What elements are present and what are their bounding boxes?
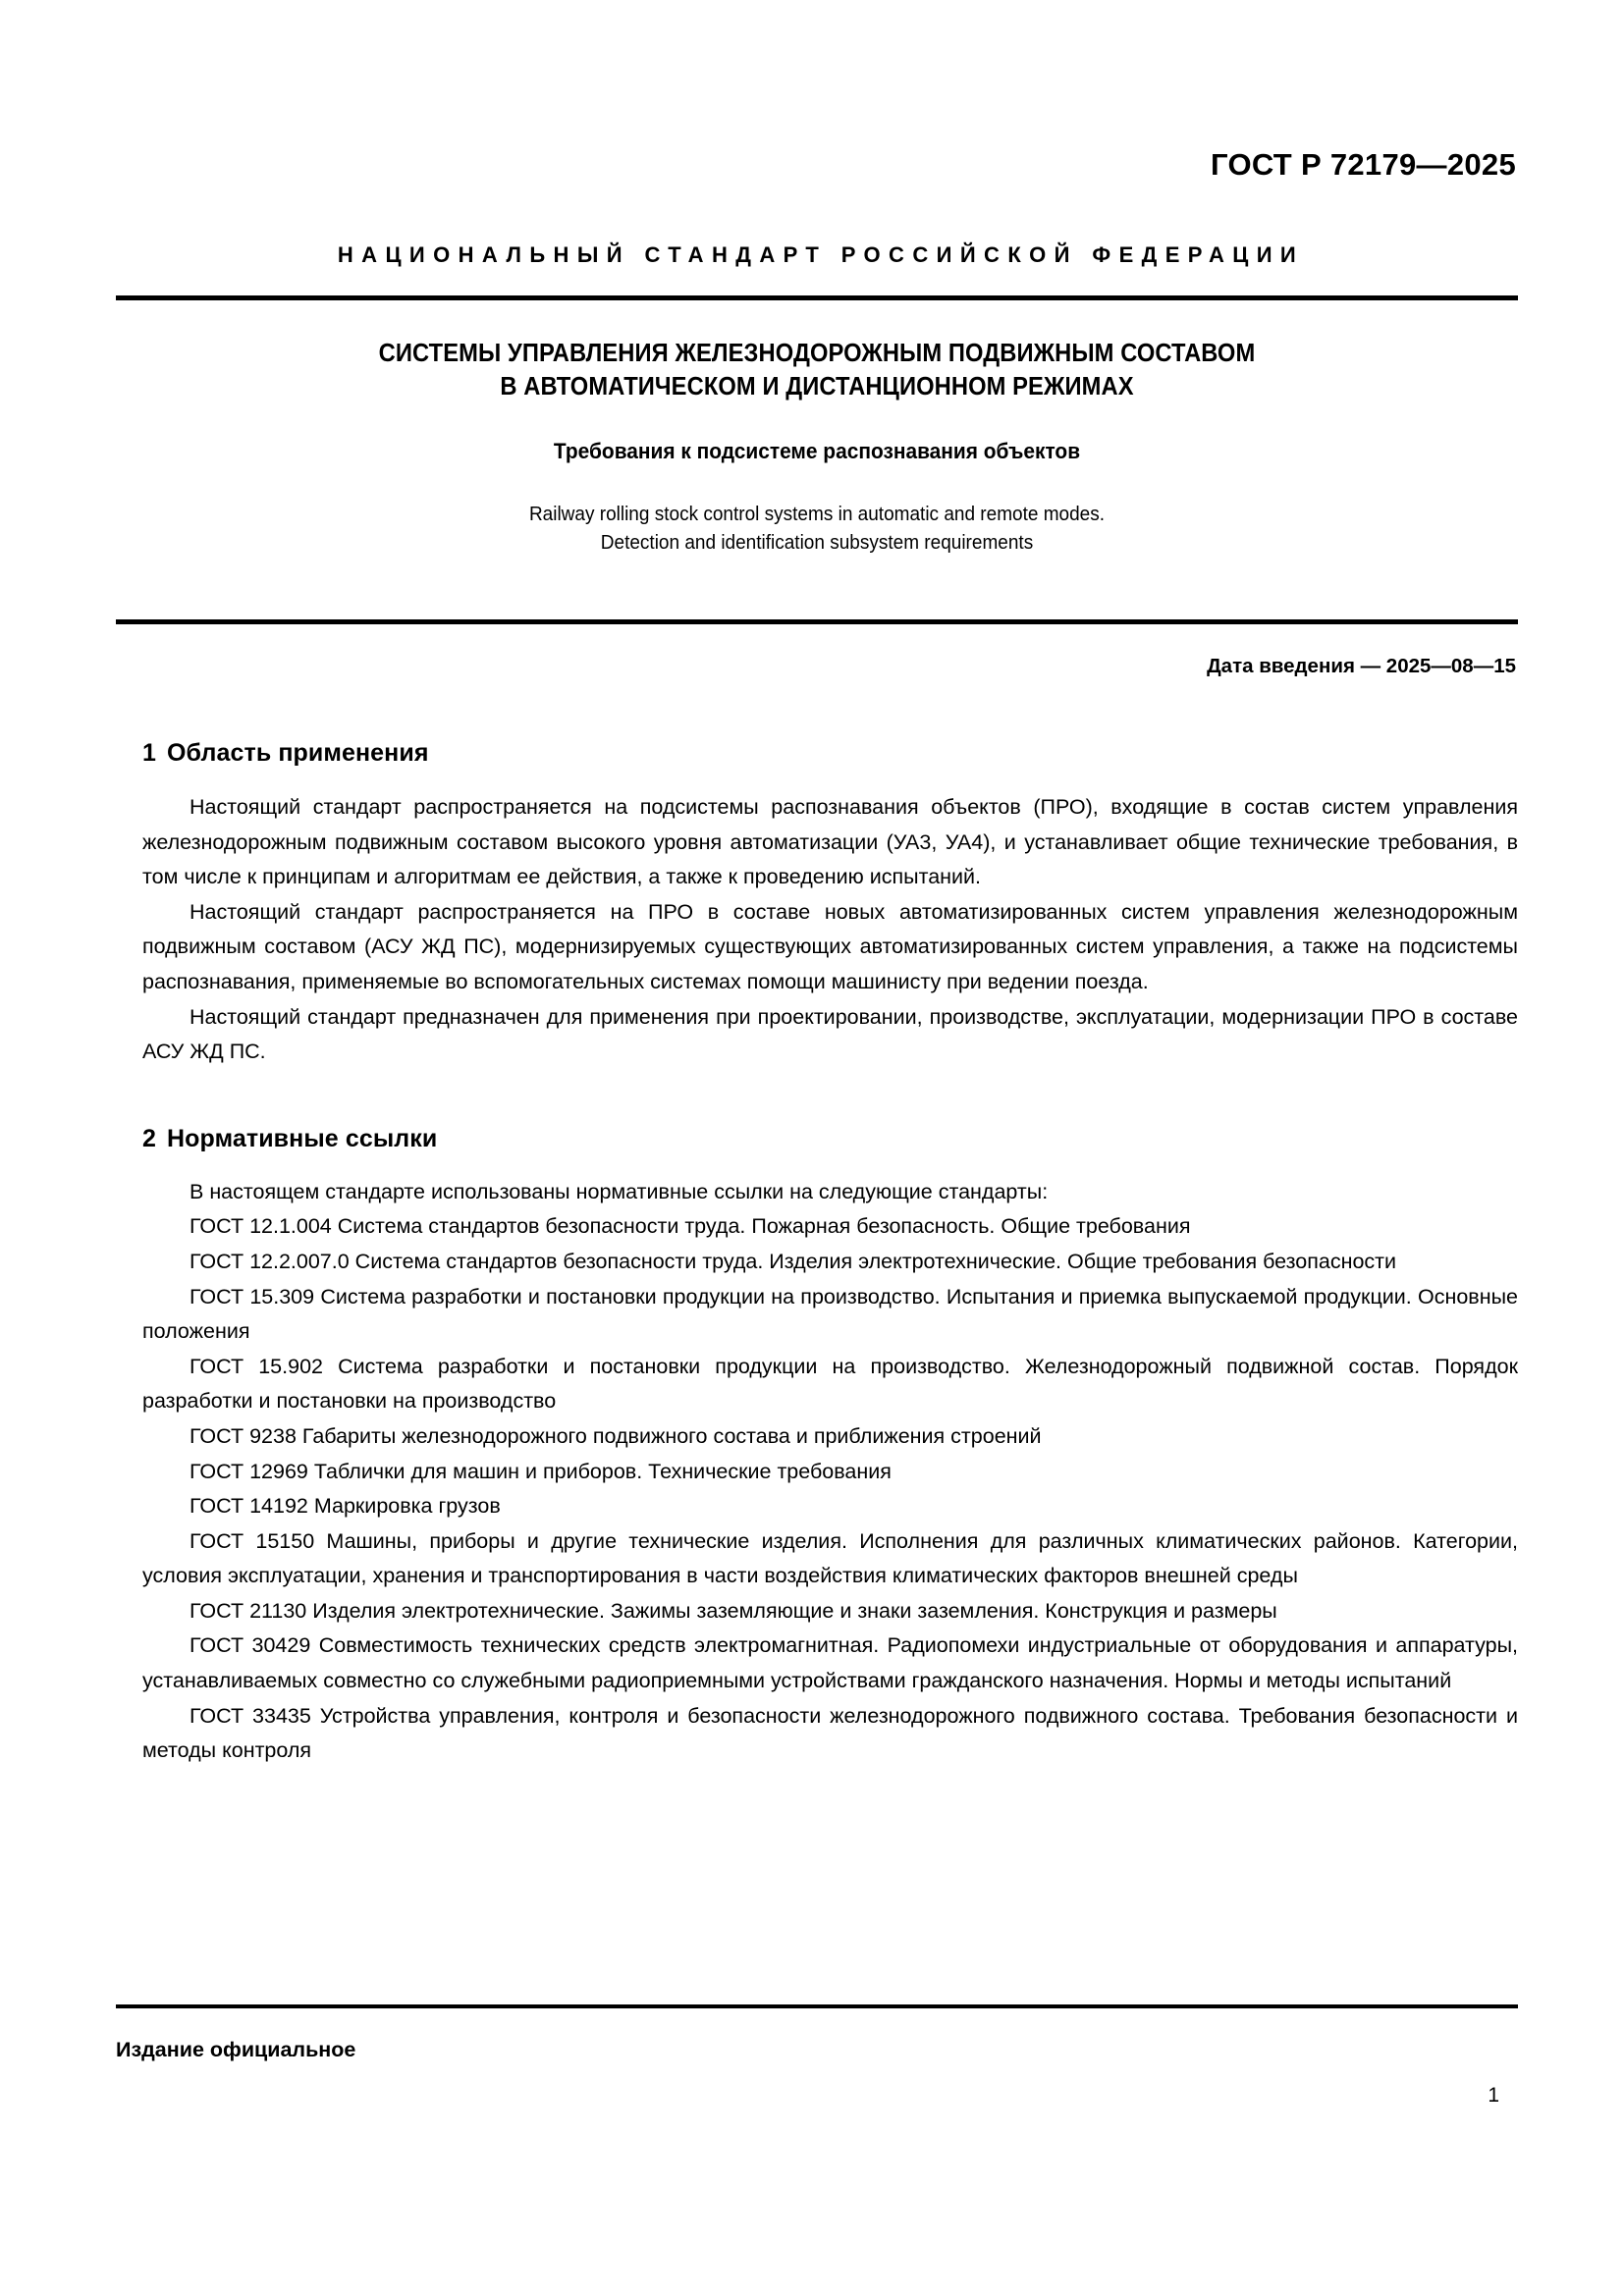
section-2-number: 2: [142, 1124, 157, 1152]
reference-item: ГОСТ 15150 Машины, приборы и другие технические изделия. Исполнения для различных климатических районов. Категории, условия эксплуатации, хранения и транспортирования в части воздействия климатических факторов внешней среды: [142, 1528, 1518, 1588]
page-number: 1: [1488, 2084, 1499, 2107]
reference-item: ГОСТ 12.2.007.0 Система стандартов безопасности труда. Изделия электротехнические. Общие требования безопасности: [189, 1249, 1397, 1273]
paragraph: Настоящий стандарт распространяется на ПРО в составе новых автоматизированных систем управления железнодорожным подвижным составом (АСУ ЖД ПС), модернизируемых существующих автоматизированных систем управления, а также на подсистемы распознавания, применяемые во вспомогательных системах помощи машинисту при ведении поезда.: [142, 899, 1518, 993]
page-content: [116, 0, 1518, 1769]
footer-rule: [116, 2004, 1518, 2008]
reference-item: ГОСТ 15.902 Система разработки и постановки продукции на производство. Железнодорожный подвижной состав. Порядок разработки и постановки на производство: [142, 1354, 1518, 1414]
reference-item: ГОСТ 12969 Таблички для машин и приборов. Технические требования: [189, 1459, 892, 1483]
reference-item: ГОСТ 33435 Устройства управления, контроля и безопасности железнодорожного подвижного состава. Требования безопасности и методы контроля: [142, 1703, 1518, 1763]
english-title: [207, 501, 1428, 558]
section-2-heading: [142, 1125, 1518, 1153]
reference-item: ГОСТ 21130 Изделия электротехнические. Зажимы заземляющие и знаки заземления. Конструкция и размеры: [189, 1598, 1277, 1623]
english-title-line-1: Railway rolling stock control systems in automatic and remote modes.: [528, 504, 1106, 525]
reference-item: ГОСТ 14192 Маркировка грузов: [189, 1494, 501, 1519]
reference-item: ГОСТ 9238 Габариты железнодорожного подвижного состава и приближения строений: [189, 1423, 1042, 1448]
main-title-line-2: В АВТОМАТИЧЕСКОМ И ДИСТАНЦИОННОМ РЕЖИМАХ: [500, 373, 1134, 400]
section-1-number: 1: [142, 739, 157, 767]
paragraph: Настоящий стандарт распространяется на подсистемы распознавания объектов (ПРО), входящие в состав систем управления железнодорожным подвижным составом высокого уровня автоматизации (УА3, УА4), и устанавливает общие технические требования, в том числе к принципам и алгоритмам ее действия, а также к проведению испытаний.: [142, 795, 1518, 889]
section-1-heading: [142, 739, 1518, 768]
national-standard-heading: НАЦИОНАЛЬНЫЙ СТАНДАРТ РОССИЙСКОЙ ФЕДЕРАЦИИ: [337, 242, 1305, 267]
section-1-title: Область применения: [167, 739, 429, 767]
english-title-line-2: Detection and identification subsystem requirements: [600, 532, 1034, 554]
paragraph: В настоящем стандарте использованы нормативные ссылки на следующие стандарты:: [189, 1179, 1049, 1203]
title-spacer: [175, 558, 1459, 581]
document-code: ГОСТ Р 72179—2025: [1211, 147, 1516, 182]
section-2-title: Нормативные ссылки: [167, 1124, 438, 1152]
title-rule-bottom: [116, 619, 1518, 624]
section-2: [116, 1125, 1518, 1769]
reference-item: ГОСТ 15.309 Система разработки и постановки продукции на производство. Испытания и приемка выпускаемой продукции. Основные положения: [142, 1284, 1518, 1344]
introduction-date: Дата введения — 2025—08—15: [1207, 655, 1516, 677]
paragraph: Настоящий стандарт предназначен для применения при проектировании, производстве, эксплуатации, модернизации ПРО в составе АСУ ЖД ПС.: [142, 1004, 1518, 1064]
sub-title: Требования к подсистеме распознавания объектов: [553, 439, 1081, 463]
main-title: [220, 337, 1414, 403]
official-edition-note: Издание официальное: [116, 2038, 356, 2061]
section-1: [116, 739, 1518, 1070]
reference-item: ГОСТ 12.1.004 Система стандартов безопасности труда. Пожарная безопасность. Общие требования: [189, 1214, 1191, 1239]
section-1-body: [142, 790, 1518, 1070]
main-title-line-1: СИСТЕМЫ УПРАВЛЕНИЯ ЖЕЛЕЗНОДОРОЖНЫМ ПОДВИЖНЫМ СОСТАВОМ: [378, 340, 1256, 367]
reference-item: ГОСТ 30429 Совместимость технических средств электромагнитная. Радиопомехи индустриальные от оборудования и аппаратуры, устанавливаемых совместно со служебными радиоприемными устройствами гражданского назначения. Нормы и методы испытаний: [142, 1633, 1518, 1693]
title-rule-top: [116, 295, 1518, 300]
title-block: [116, 337, 1518, 581]
section-2-body: [142, 1175, 1518, 1769]
